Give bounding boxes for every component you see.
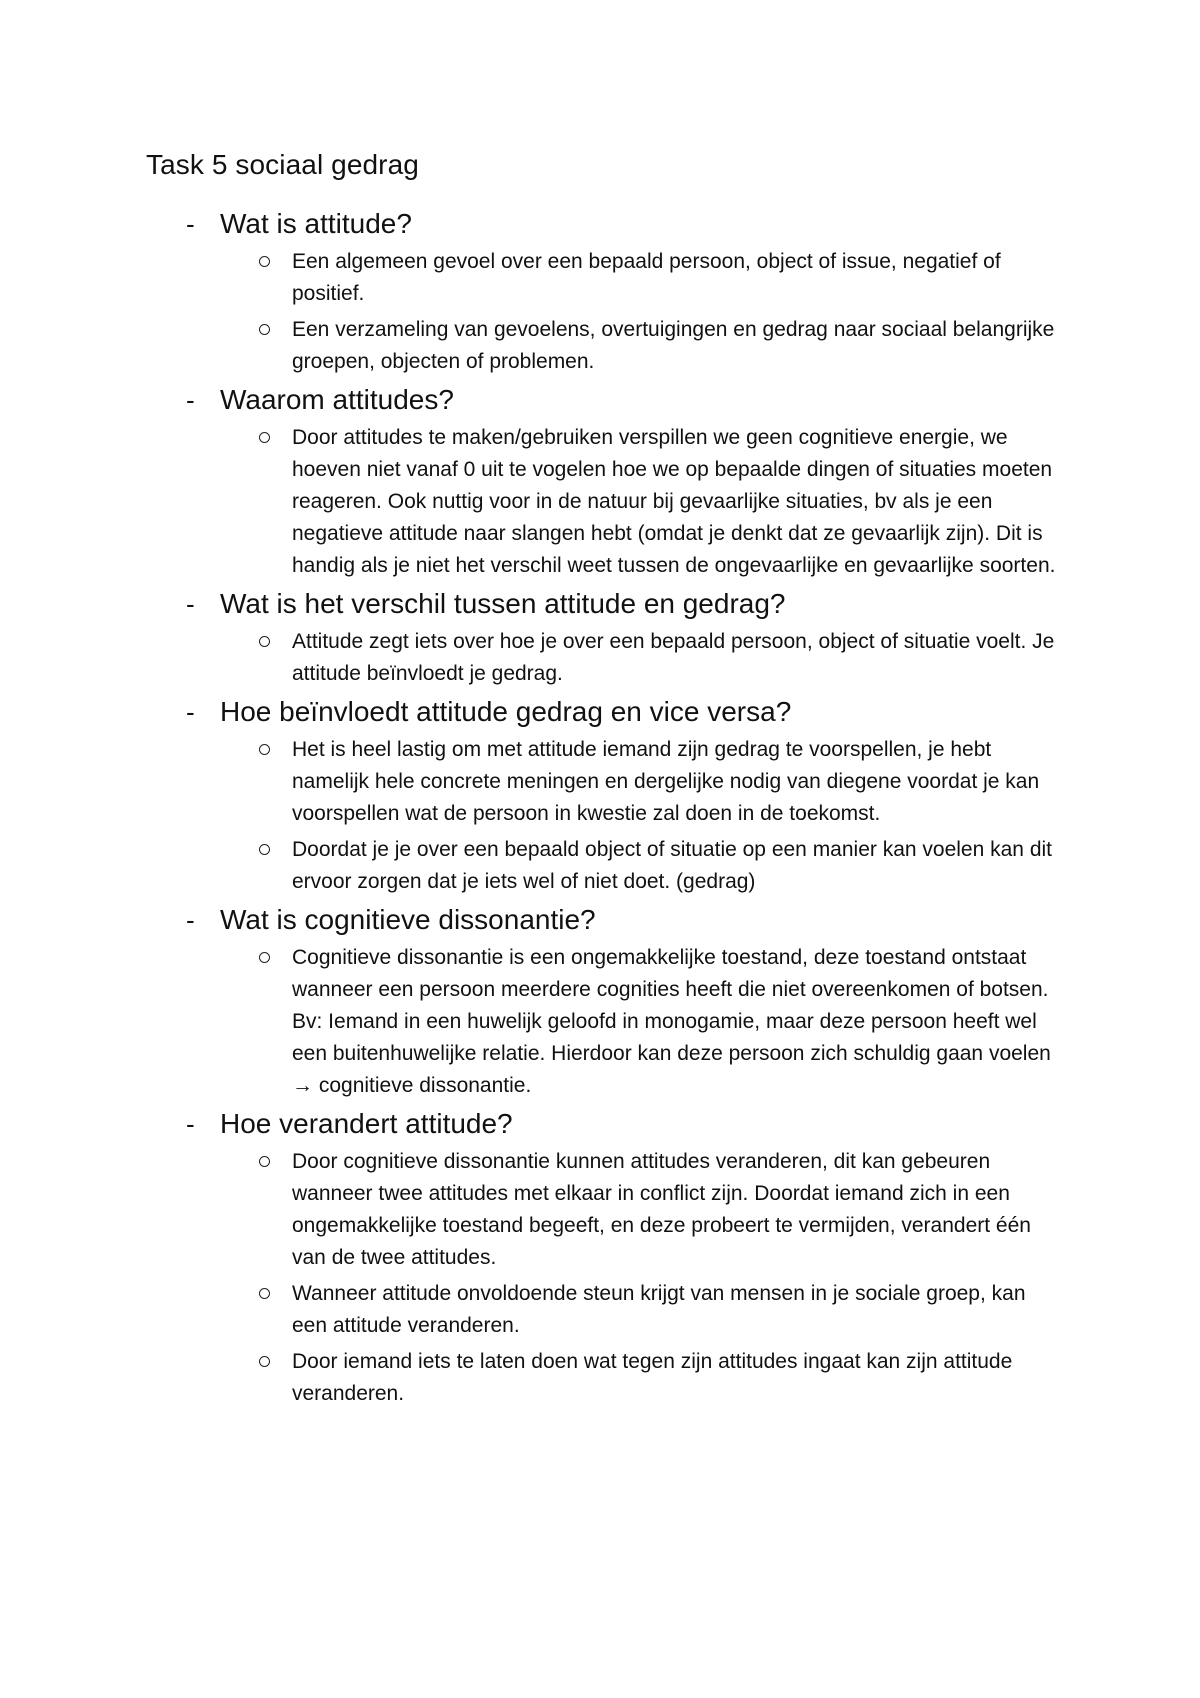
list-item-text: Een algemeen gevoel over een bepaald persoon, object of issue, negatief of positief.: [292, 250, 1001, 305]
list-item: [292, 1278, 1062, 1342]
section-wat-is-attitude: [180, 206, 1080, 378]
page-title: Task 5 sociaal gedrag: [146, 149, 419, 180]
circle-bullet-icon: [259, 744, 270, 755]
dash-bullet: -: [186, 905, 195, 935]
list-item-text: Het is heel lastig om met attitude iemand zijn gedrag te voorspellen, je hebt namelijk hele concrete meningen en dergelijke nodig van diegene voordat je kan voorspellen wat de persoon in kwestie zal doen in de toekomst.: [292, 738, 1040, 825]
bullet-list: [180, 622, 1080, 690]
section-waarom-attitudes: [180, 382, 1080, 582]
section-hoe-verandert-attitude: [180, 1106, 1080, 1410]
bullet-list: [180, 730, 1080, 898]
list-item: [292, 314, 1062, 378]
list-item: [292, 834, 1062, 898]
bullet-list: [180, 1142, 1080, 1410]
list-item-text: Een verzameling van gevoelens, overtuigingen en gedrag naar sociaal belangrijke groepen, objecten of problemen.: [292, 318, 1055, 373]
list-item: [292, 942, 1062, 1102]
list-item-text: Door attitudes te maken/gebruiken verspillen we geen cognitieve energie, we hoeven niet vanaf 0 uit te vogelen hoe we op bepaalde dingen of situaties moeten reageren. Ook nuttig voor in de natuur bij gevaarlijke situaties, bv als je een negatieve attitude naar slangen hebt (omdat je denkt dat ze gevaarlijk zijn). Dit is handig als je niet het verschil weet tussen de ongevaarlijke en gevaarlijke soorten.: [292, 426, 1056, 577]
section-heading: [180, 902, 1080, 938]
list-item: [292, 422, 1062, 582]
circle-bullet-icon: [259, 432, 270, 443]
section-heading-text: Hoe verandert attitude?: [220, 1108, 513, 1139]
dash-bullet: -: [186, 697, 195, 727]
section-list: [180, 206, 1080, 1414]
bullet-list: [180, 938, 1080, 1102]
list-item: [292, 1346, 1062, 1410]
section-heading: [180, 694, 1080, 730]
section-beinvloedt-attitude-gedrag: [180, 694, 1080, 898]
circle-bullet-icon: [259, 1356, 270, 1367]
list-item-text: Door iemand iets te laten doen wat tegen zijn attitudes ingaat kan zijn attitude veranderen.: [292, 1350, 1013, 1405]
dash-bullet: -: [186, 385, 195, 415]
bullet-list: [180, 418, 1080, 582]
list-item-text: Attitude zegt iets over hoe je over een bepaald persoon, object of situatie voelt. Je attitude beïnvloedt je gedrag.: [292, 630, 1055, 685]
dash-bullet: -: [186, 209, 195, 239]
section-cognitieve-dissonantie: [180, 902, 1080, 1102]
section-heading: [180, 382, 1080, 418]
list-item-text: Door cognitieve dissonantie kunnen attitudes veranderen, dit kan gebeuren wanneer twee attitudes met elkaar in conflict zijn. Doordat iemand zich in een ongemakkelijke toestand begeeft, en deze probeert te vermijden, verandert één van de twee attitudes.: [292, 1150, 1031, 1269]
dash-bullet: -: [186, 1109, 195, 1139]
section-heading: [180, 206, 1080, 242]
section-verschil-attitude-gedrag: [180, 586, 1080, 690]
circle-bullet-icon: [259, 324, 270, 335]
section-heading-text: Wat is attitude?: [220, 208, 412, 239]
section-heading-text: Wat is het verschil tussen attitude en gedrag?: [220, 588, 786, 619]
list-item-text: Doordat je je over een bepaald object of situatie op een manier kan voelen kan dit ervoor zorgen dat je iets wel of niet doet. (gedrag): [292, 838, 1052, 893]
list-item-text: Wanneer attitude onvoldoende steun krijgt van mensen in je sociale groep, kan een attitude veranderen.: [292, 1282, 1026, 1337]
list-item: [292, 1146, 1062, 1274]
circle-bullet-icon: [259, 256, 270, 267]
bullet-list: [180, 242, 1080, 378]
section-heading-text: Waarom attitudes?: [220, 384, 454, 415]
section-heading: [180, 586, 1080, 622]
circle-bullet-icon: [259, 1288, 270, 1299]
circle-bullet-icon: [259, 844, 270, 855]
section-heading-text: Hoe beïnvloedt attitude gedrag en vice versa?: [220, 696, 792, 727]
list-item: [292, 246, 1062, 310]
circle-bullet-icon: [259, 1156, 270, 1167]
circle-bullet-icon: [259, 952, 270, 963]
list-item-text: Cognitieve dissonantie is een ongemakkelijke toestand, deze toestand ontstaat wanneer een persoon meerdere cognities heeft die niet overeenkomen of botsen. Bv: Iemand in een huwelijk geloofd in monogamie, maar deze persoon heeft wel een buitenhuwelijke relatie. Hierdoor kan deze persoon zich schuldig gaan voelen → cognitieve dissonantie.: [292, 946, 1051, 1097]
list-item: [292, 626, 1062, 690]
section-heading-text: Wat is cognitieve dissonantie?: [220, 904, 596, 935]
list-item: [292, 734, 1062, 830]
section-heading: [180, 1106, 1080, 1142]
dash-bullet: -: [186, 589, 195, 619]
circle-bullet-icon: [259, 636, 270, 647]
